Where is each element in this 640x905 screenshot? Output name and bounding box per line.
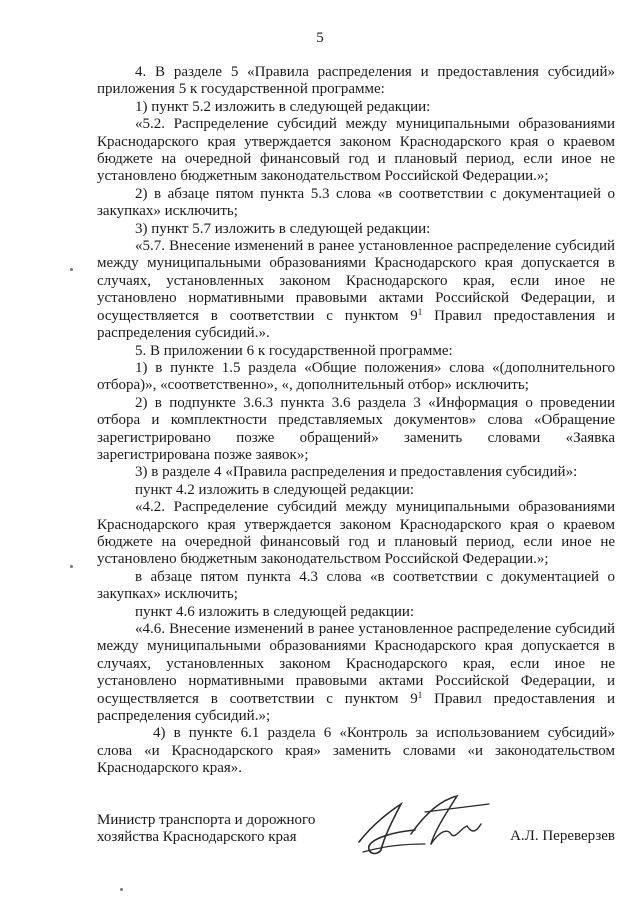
margin-mark <box>70 268 73 271</box>
paragraph: пункт 4.2 изложить в следующей редакции: <box>135 481 415 498</box>
signature-block <box>97 800 615 870</box>
signer-title-line: хозяйства Краснодарского края <box>97 829 297 846</box>
paragraph: в абзаце пятом пункта 4.3 слова «в соответствии с документацией о закупках» исключить; <box>97 568 615 603</box>
page-number: 5 <box>316 30 324 46</box>
paragraph: 2) в подпункте 3.6.3 пункта 3.6 раздела 3 «Информация о проведении отбора и комплектности представляемых документов» слова «Обращение зарегистрировано позже обращений» заменить словами «Заявка зарегистрирована позже заявок»; <box>97 394 615 463</box>
margin-mark <box>70 565 73 568</box>
paragraph-text: Правил предоставления и распределения субсидий.»; <box>97 690 615 725</box>
signer-name: А.Л. Переверзев <box>510 828 615 844</box>
paragraph: пункт 4.6 изложить в следующей редакции: <box>135 603 415 620</box>
superscript: 1 <box>417 689 423 700</box>
paragraph-text: «5.7. Внесение изменений в ранее установленное распределение субсидий между муниципальными образованиями Краснодарского края допускается в случаях, установленных законом Краснодарского края, если иное не установлено нормативными правовыми актами Российской Федерации, и осуществляется в соответствии с пунктом 9 <box>97 238 615 324</box>
margin-mark <box>120 888 123 891</box>
paragraph: 1) в пункте 1.5 раздела «Общие положения» слова «(дополнительного отбора)», «соответственно», «, дополнительный отбор» исключить; <box>97 359 615 394</box>
paragraph-text: Правил предоставления и распределения субсидий.». <box>97 307 615 342</box>
signer-title-line: Министр транспорта и дорожного <box>97 812 316 828</box>
paragraph <box>97 621 615 725</box>
paragraph: 2) в абзаце пятом пункта 5.3 слова «в соответствии с документацией о закупках» исключить; <box>97 185 615 220</box>
paragraph: 4) в пункте 6.1 раздела 6 «Контроль за использованием субсидий» слова «и Краснодарского края» заменить словами «и законодательством Краснодарского края». <box>97 725 615 777</box>
paragraph: «5.2. Распределение субсидий между муниципальными образованиями Краснодарского края утверждается законом Краснодарского края о краевом бюджете на очередной финансовый год и плановый период, если иное не установлено бюджетным законодательством Российской Федерации.»; <box>97 116 615 185</box>
paragraph: 1) пункт 5.2 изложить в следующей редакции: <box>135 98 431 115</box>
paragraph: «4.2. Распределение субсидий между муниципальными образованиями Краснодарского края утверждается законом Краснодарского края о краевом бюджете на очередной финансовый год и плановый период, если иное не установлено бюджетным законодательством Российской Федерации.»; <box>97 499 615 568</box>
document-body <box>97 64 615 778</box>
paragraph: 5. В приложении 6 к государственной программе: <box>135 342 453 359</box>
superscript: 1 <box>417 306 423 317</box>
paragraph <box>97 238 615 342</box>
paragraph: 3) пункт 5.7 изложить в следующей редакции: <box>135 220 431 237</box>
signer-title <box>97 812 315 847</box>
handwritten-signature <box>355 794 495 860</box>
paragraph-text: «4.6. Внесение изменений в ранее установленное распределение субсидий между муниципальными образованиями Краснодарского края допускается в случаях, установленных законом Краснодарского края, если иное не установлено нормативными правовыми актами Российской Федерации, и осуществляется в соответствии с пунктом 9 <box>97 621 615 707</box>
paragraph: 4. В разделе 5 «Правила распределения и предоставления субсидий» приложения 5 к государственной программе: <box>97 64 615 98</box>
paragraph: 3) в разделе 4 «Правила распределения и предоставления субсидий»: <box>135 464 578 481</box>
